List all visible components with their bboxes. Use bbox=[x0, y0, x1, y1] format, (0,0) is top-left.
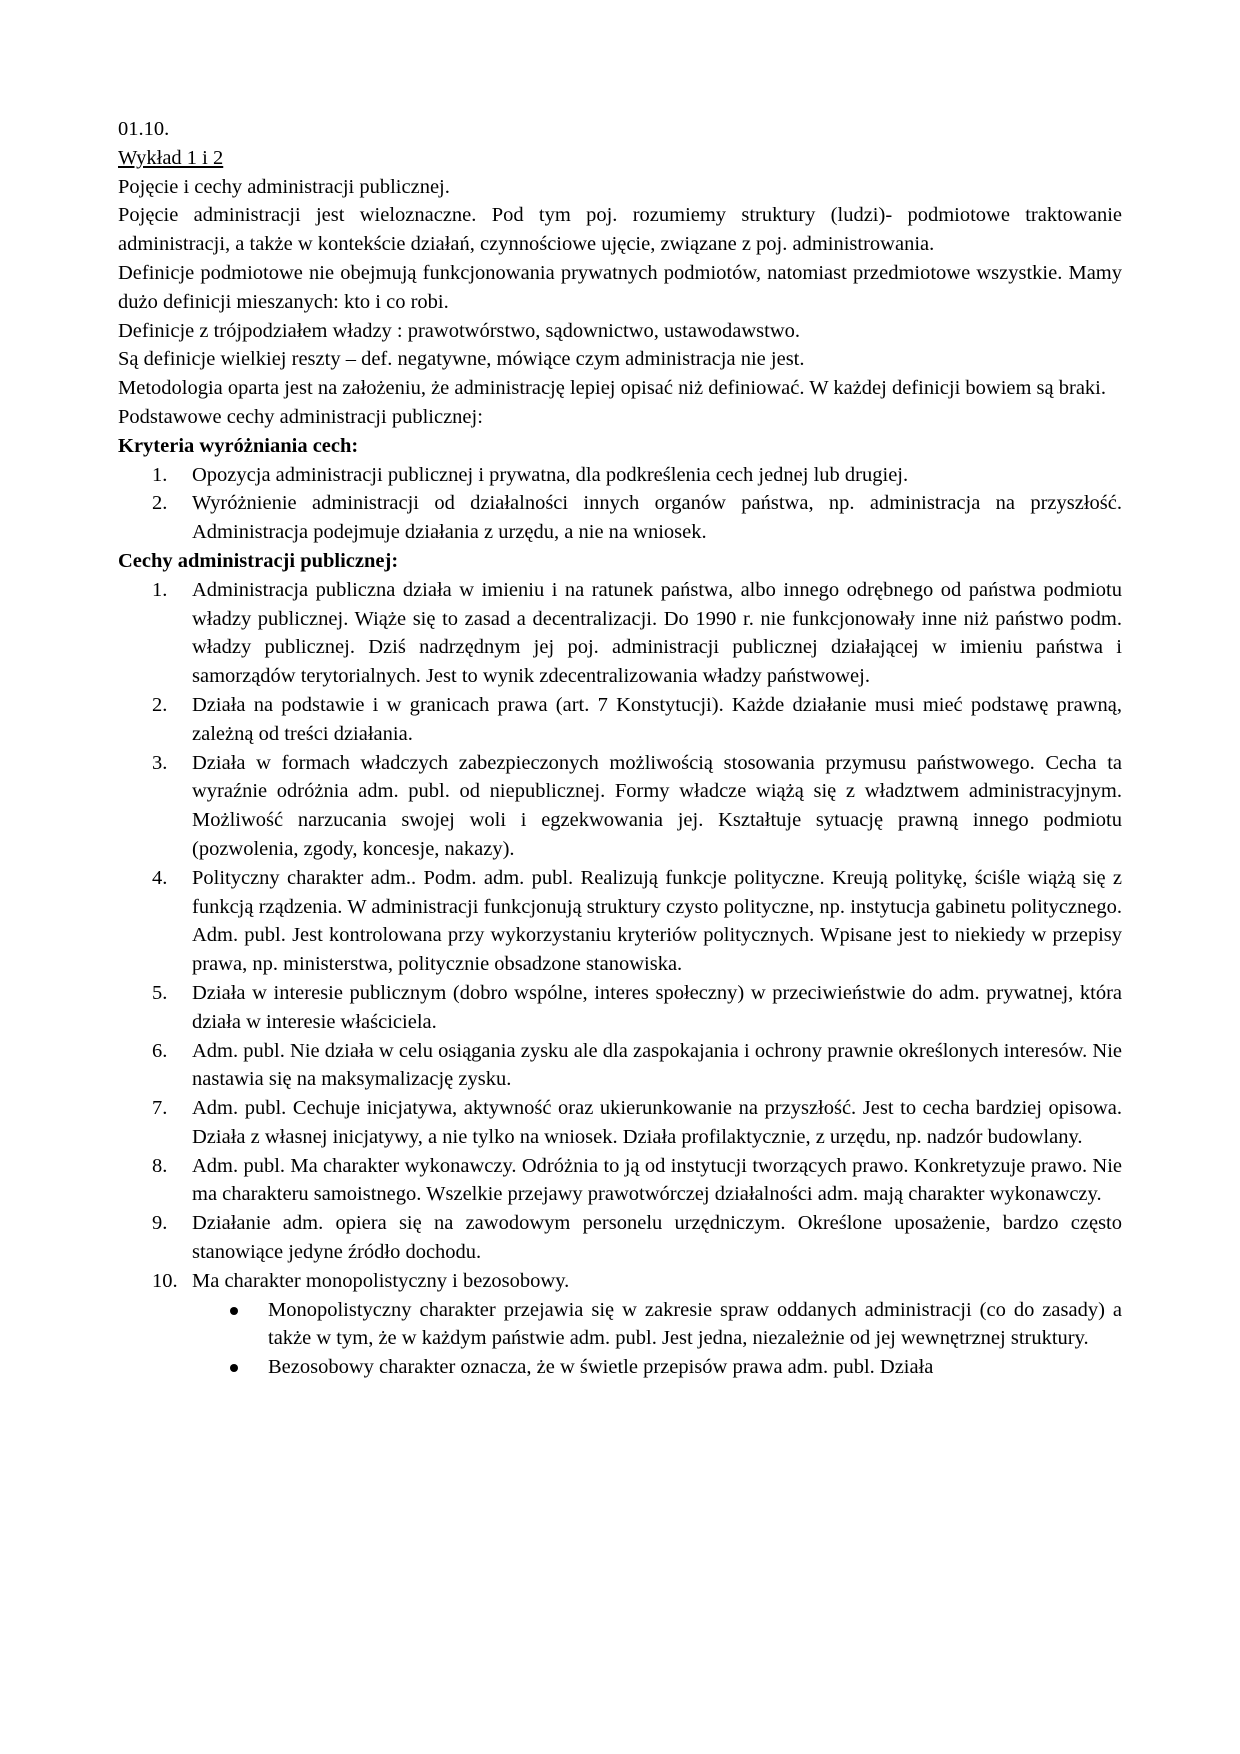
list-text: Administracja publiczna działa w imieniu i na ratunek państwa, albo innego odrębnego od państwa podmiotu władzy publicznej. Wiąże się to zasad a decentralizacji. Do 1990 r. nie funkcjonowały inne niż państwo podm. władzy publicznej. Dziś nadrzędnym jej poj. administracji publicznej działającej w imieniu państwa i samorządów terytorialnych. Jest to wynik zdecentralizowania władzy państwowej. bbox=[192, 578, 1122, 688]
list-number: 9. bbox=[152, 1212, 168, 1235]
list-number: 5. bbox=[152, 981, 168, 1004]
list-number: 10. bbox=[152, 1269, 178, 1292]
paragraph: Podstawowe cechy administracji publicznej: bbox=[118, 405, 483, 428]
bullet-item bbox=[118, 1353, 1122, 1382]
list-text: Wyróżnienie administracji od działalności innych organów państwa, np. administracja na przyszłość. Administracja podejmuje działania z urzędu, a nie na wniosek. bbox=[192, 492, 1122, 544]
lecture-title: Wykład 1 i 2 bbox=[118, 146, 224, 169]
list-number: 3. bbox=[152, 751, 168, 774]
list-item bbox=[118, 864, 1122, 979]
section-heading: Pojęcie i cechy administracji publicznej. bbox=[118, 175, 450, 198]
list-text: Działa w interesie publicznym (dobro wspólne, interes społeczny) w przeciwieństwie do adm. prywatnej, która działa w interesie właściciela. bbox=[192, 981, 1122, 1033]
sub-bullet-list bbox=[118, 1296, 1122, 1382]
list-number: 2. bbox=[152, 693, 168, 716]
bullet-item bbox=[118, 1296, 1122, 1354]
paragraph: Definicje z trójpodziałem władzy : prawotwórstwo, sądownictwo, ustawodawstwo. bbox=[118, 319, 801, 342]
paragraph: Pojęcie administracji jest wieloznaczne. Pod tym poj. rozumiemy struktury (ludzi)- podmiotowe traktowanie administracji, a także w kontekście działań, czynnościowe ujęcie, związane z poj. administrowania. bbox=[118, 204, 1122, 256]
list-text: Działa na podstawie i w granicach prawa (art. 7 Konstytucji). Każde działanie musi mieć podstawę prawną, zależną od treści działania. bbox=[192, 693, 1122, 745]
list-number: 2. bbox=[152, 492, 168, 515]
list-item bbox=[118, 1037, 1122, 1095]
list-text: Ma charakter monopolistyczny i bezosobowy. bbox=[192, 1269, 570, 1292]
list-item bbox=[118, 489, 1122, 547]
paragraph: Są definicje wielkiej reszty – def. negatywne, mówiące czym administracja nie jest. bbox=[118, 348, 805, 371]
list-number: 6. bbox=[152, 1039, 168, 1062]
list-text: Polityczny charakter adm.. Podm. adm. publ. Realizują funkcje polityczne. Kreują politykę, ściśle wiążą się z funkcją rządzenia. W administracji funkcjonują struktury czysto polityczne, np. instytucja gabinetu politycznego. Adm. publ. Jest kontrolowana przy wykorzystaniu kryteriów politycznych. Wpisane jest to niekiedy w przepisy prawa, np. ministerstwa, politycznie obsadzone stanowiska. bbox=[192, 866, 1122, 976]
document-date: 01.10. bbox=[118, 118, 170, 140]
list-number: 1. bbox=[152, 463, 168, 486]
list-item bbox=[118, 461, 1122, 490]
list-number: 4. bbox=[152, 866, 168, 889]
list-item bbox=[118, 749, 1122, 864]
bullet-icon bbox=[230, 1364, 238, 1372]
list-text: Działa w formach władczych zabezpieczonych możliwością stosowania przymusu państwowego. Cecha ta wyraźnie odróżnia adm. publ. od niepublicznej. Formy władcze wiążą się z władztwem administracyjnym. Możliwość narzucania swojej woli i egzekwowania jej. Kształtuje sytuację prawną innego podmiotu (pozwolenia, zgody, koncesje, nakazy). bbox=[192, 751, 1122, 860]
list-text: Działanie adm. opiera się na zawodowym personelu urzędniczym. Określone uposażenie, bardzo często stanowiące jedyne źródło dochodu. bbox=[192, 1212, 1122, 1264]
list-text: Opozycja administracji publicznej i prywatna, dla podkreślenia cech jednej lub drugiej. bbox=[192, 463, 909, 486]
list-item bbox=[118, 576, 1122, 691]
criteria-heading: Kryteria wyróżniania cech: bbox=[118, 434, 359, 457]
features-heading: Cechy administracji publicznej: bbox=[118, 549, 399, 572]
list-item bbox=[118, 1094, 1122, 1152]
list-text: Adm. publ. Cechuje inicjatywa, aktywność oraz ukierunkowanie na przyszłość. Jest to cecha bardziej opisowa. Działa z własnej inicjatywy, a nie tylko na wniosek. Działa profilaktycznie, z urzędu, np. nadzór budowlany. bbox=[192, 1097, 1122, 1148]
list-item bbox=[118, 979, 1122, 1037]
paragraph: Metodologia oparta jest na założeniu, że administrację lepiej opisać niż definiować. W każdej definicji bowiem są braki. bbox=[118, 377, 1107, 400]
list-item bbox=[118, 1152, 1122, 1210]
features-list bbox=[118, 576, 1122, 1296]
list-text: Adm. publ. Nie działa w celu osiągania zysku ale dla zaspokajania i ochrony prawnie określonych interesów. Nie nastawia się na maksymalizację zysku. bbox=[192, 1039, 1122, 1091]
list-number: 1. bbox=[152, 578, 168, 601]
list-item bbox=[118, 1209, 1122, 1267]
list-number: 8. bbox=[152, 1154, 168, 1177]
list-number: 7. bbox=[152, 1097, 168, 1120]
criteria-list bbox=[118, 461, 1122, 547]
document-body bbox=[118, 115, 1122, 1382]
bullet-text: Monopolistyczny charakter przejawia się w zakresie spraw oddanych administracji (co do zasady) a także w tym, że w każdym państwie adm. publ. Jest jedna, niezależnie od jej wewnętrznej struktury. bbox=[268, 1298, 1122, 1350]
list-item bbox=[118, 1267, 1122, 1296]
list-text: Adm. publ. Ma charakter wykonawczy. Odróżnia to ją od instytucji tworzących prawo. Konkretyzuje prawo. Nie ma charakteru samoistnego. Wszelkie przejawy prawotwórczej działalności adm. mają charakter wykonawczy. bbox=[192, 1154, 1122, 1206]
list-item bbox=[118, 691, 1122, 749]
paragraph: Definicje podmiotowe nie obejmują funkcjonowania prywatnych podmiotów, natomiast przedmiotowe wszystkie. Mamy dużo definicji mieszanych: kto i co robi. bbox=[118, 261, 1122, 313]
bullet-text: Bezosobowy charakter oznacza, że w świetle przepisów prawa adm. publ. Działa bbox=[268, 1356, 934, 1379]
bullet-icon bbox=[230, 1307, 238, 1315]
